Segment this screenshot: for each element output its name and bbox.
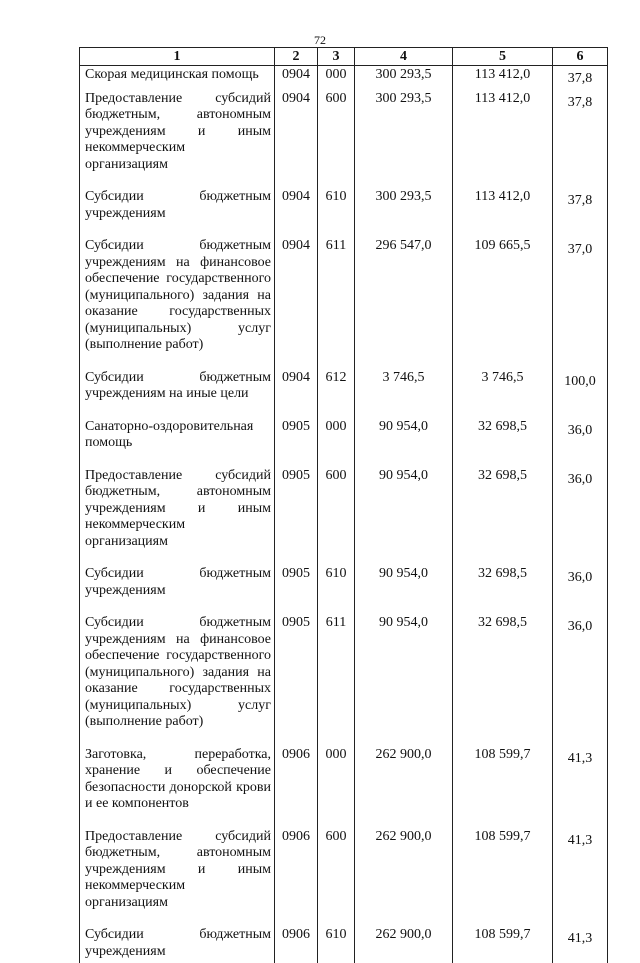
execution-percent: 41,3 <box>553 926 608 963</box>
executed-amount: 32 698,5 <box>453 467 553 566</box>
planned-amount: 262 900,0 <box>355 746 453 828</box>
row-name: Скорая медицинская помощь <box>80 66 275 90</box>
planned-amount: 90 954,0 <box>355 467 453 566</box>
executed-amount: 109 665,5 <box>453 237 553 369</box>
planned-amount: 262 900,0 <box>355 828 453 927</box>
expense-type-code: 000 <box>318 746 355 828</box>
row-name: Предоставление субсидий бюджетным, автономным учреждениям и иным некоммерческим организациям <box>80 90 275 189</box>
execution-percent: 37,8 <box>553 90 608 189</box>
execution-percent: 37,8 <box>553 188 608 237</box>
executed-amount: 113 412,0 <box>453 66 553 90</box>
planned-amount: 90 954,0 <box>355 614 453 746</box>
executed-amount: 108 599,7 <box>453 746 553 828</box>
row-name: Предоставление субсидий бюджетным, автономным учреждениям и иным некоммерческим организациям <box>80 828 275 927</box>
header-col-6: 6 <box>553 48 608 66</box>
expense-type-code: 611 <box>318 237 355 369</box>
row-name: Субсидии бюджетным учреждениям на иные цели <box>80 369 275 418</box>
expense-type-code: 000 <box>318 418 355 467</box>
table-row <box>80 565 608 614</box>
execution-percent: 37,8 <box>553 66 608 90</box>
expense-type-code: 600 <box>318 90 355 189</box>
expense-type-code: 612 <box>318 369 355 418</box>
execution-percent: 36,0 <box>553 565 608 614</box>
page-number: 72 <box>314 33 326 47</box>
table-row <box>80 614 608 746</box>
executed-amount: 32 698,5 <box>453 565 553 614</box>
section-code: 0905 <box>275 614 318 746</box>
planned-amount: 262 900,0 <box>355 926 453 963</box>
row-name: Субсидии бюджетным учреждениям <box>80 188 275 237</box>
table-row <box>80 828 608 927</box>
table-row <box>80 237 608 369</box>
execution-percent: 41,3 <box>553 828 608 927</box>
section-code: 0906 <box>275 926 318 963</box>
row-name: Субсидии бюджетным учреждениям <box>80 926 275 963</box>
table-header-row <box>80 48 608 66</box>
planned-amount: 300 293,5 <box>355 188 453 237</box>
expense-type-code: 610 <box>318 188 355 237</box>
row-name: Субсидии бюджетным учреждениям на финансовое обеспечение государственного (муниципального) задания на оказание государственных (муниципальных) услуг (выполнение работ) <box>80 614 275 746</box>
section-code: 0905 <box>275 467 318 566</box>
execution-percent: 36,0 <box>553 467 608 566</box>
execution-percent: 36,0 <box>553 614 608 746</box>
row-name: Субсидии бюджетным учреждениям <box>80 565 275 614</box>
executed-amount: 108 599,7 <box>453 828 553 927</box>
expense-type-code: 600 <box>318 467 355 566</box>
planned-amount: 3 746,5 <box>355 369 453 418</box>
table-row <box>80 746 608 828</box>
executed-amount: 113 412,0 <box>453 188 553 237</box>
planned-amount: 296 547,0 <box>355 237 453 369</box>
section-code: 0904 <box>275 188 318 237</box>
table-row <box>80 467 608 566</box>
table-row <box>80 66 608 90</box>
planned-amount: 90 954,0 <box>355 565 453 614</box>
section-code: 0906 <box>275 746 318 828</box>
executed-amount: 113 412,0 <box>453 90 553 189</box>
header-col-1: 1 <box>80 48 275 66</box>
section-code: 0904 <box>275 90 318 189</box>
executed-amount: 32 698,5 <box>453 614 553 746</box>
header-col-5: 5 <box>453 48 553 66</box>
table-row <box>80 926 608 963</box>
section-code: 0904 <box>275 66 318 90</box>
expense-type-code: 000 <box>318 66 355 90</box>
execution-percent: 36,0 <box>553 418 608 467</box>
planned-amount: 300 293,5 <box>355 66 453 90</box>
header-col-4: 4 <box>355 48 453 66</box>
table-row <box>80 188 608 237</box>
row-name: Субсидии бюджетным учреждениям на финансовое обеспечение государственного (муниципального) задания на оказание государственных (муниципальных) услуг (выполнение работ) <box>80 237 275 369</box>
executed-amount: 108 599,7 <box>453 926 553 963</box>
planned-amount: 90 954,0 <box>355 418 453 467</box>
table-row <box>80 90 608 189</box>
executed-amount: 3 746,5 <box>453 369 553 418</box>
row-name: Заготовка, переработка, хранение и обеспечение безопасности донорской крови и ее компонентов <box>80 746 275 828</box>
table-row <box>80 369 608 418</box>
expense-type-code: 611 <box>318 614 355 746</box>
section-code: 0905 <box>275 418 318 467</box>
expense-type-code: 610 <box>318 565 355 614</box>
row-name: Санаторно-оздоровительная помощь <box>80 418 275 467</box>
header-col-3: 3 <box>318 48 355 66</box>
section-code: 0906 <box>275 828 318 927</box>
section-code: 0905 <box>275 565 318 614</box>
executed-amount: 32 698,5 <box>453 418 553 467</box>
execution-percent: 37,0 <box>553 237 608 369</box>
execution-percent: 41,3 <box>553 746 608 828</box>
row-name: Предоставление субсидий бюджетным, автономным учреждениям и иным некоммерческим организациям <box>80 467 275 566</box>
table-row <box>80 418 608 467</box>
header-col-2: 2 <box>275 48 318 66</box>
section-code: 0904 <box>275 237 318 369</box>
planned-amount: 300 293,5 <box>355 90 453 189</box>
expense-type-code: 600 <box>318 828 355 927</box>
execution-percent: 100,0 <box>553 369 608 418</box>
expense-type-code: 610 <box>318 926 355 963</box>
section-code: 0904 <box>275 369 318 418</box>
budget-table <box>79 47 608 963</box>
